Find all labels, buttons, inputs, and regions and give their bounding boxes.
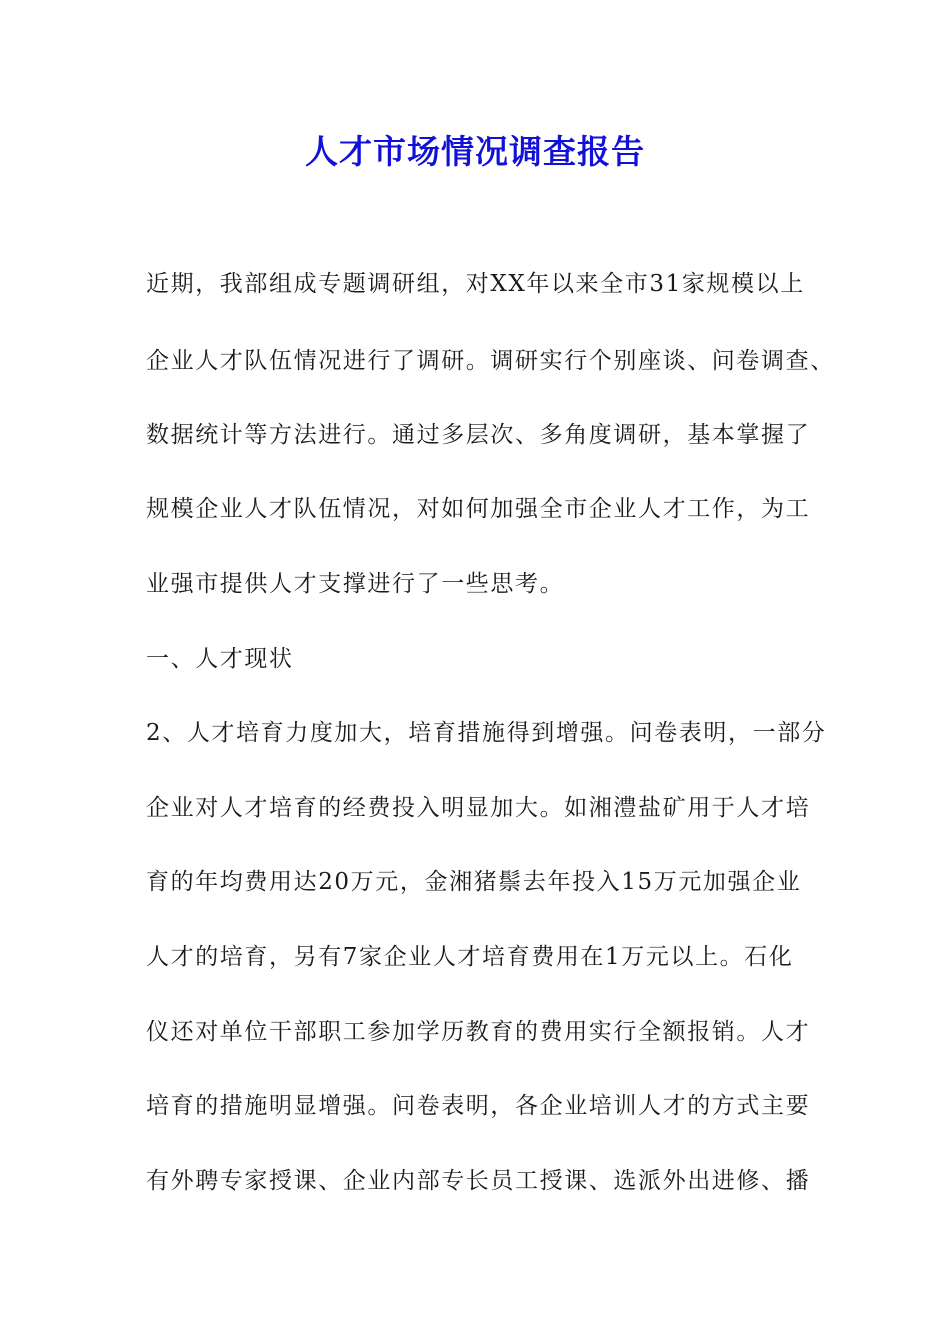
body-line-8: 企业对人才培育的经费投入明显加大。如湘澧盐矿用于人才培 [146,795,811,821]
body-line-7: 2、人才培育力度加大，培育措施得到增强。问卷表明，一部分 [146,720,827,746]
body-line-10: 人才的培育，另有7家企业人才培育费用在1万元以上。石化 [146,944,794,970]
body-line-9: 育的年均费用达20万元，金湘猪鬃去年投入15万元加强企业 [146,869,802,895]
body-line-5: 业强市提供人才支撑进行了一些思考。 [146,571,565,597]
body-line-12: 培育的措施明显增强。问卷表明，各企业培训人才的方式主要 [146,1093,811,1119]
body-line-11: 仪还对单位干部职工参加学历教育的费用实行全额报销。人才 [146,1019,811,1045]
body-line-4: 规模企业人才队伍情况，对如何加强全市企业人才工作，为工 [146,496,811,522]
body-line-2: 企业人才队伍情况进行了调研。调研实行个别座谈、问卷调查、 [146,348,835,374]
document-title: 人才市场情况调查报告 [305,132,645,171]
body-line-13: 有外聘专家授课、企业内部专长员工授课、选派外出进修、播 [146,1168,811,1194]
body-line-1: 近期，我部组成专题调研组，对XX年以来全市31家规模以上 [146,271,805,297]
section-heading: 一、人才现状 [146,646,294,672]
body-line-3: 数据统计等方法进行。通过多层次、多角度调研，基本掌握了 [146,422,811,448]
